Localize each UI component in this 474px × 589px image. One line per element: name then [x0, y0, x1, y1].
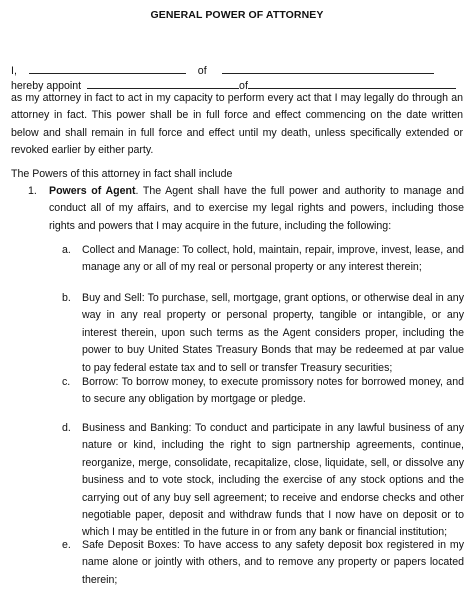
item-heading: Powers of Agent: [49, 185, 136, 197]
subitem-letter: d.: [62, 422, 71, 434]
subitem-letter: a.: [62, 244, 71, 256]
item-body: . The Agent shall have the full power and authority to manage and conduct all of my affairs, and to exercise my legal rights and powers, including those rights and powers that I may acquire in the future, including the following:: [49, 185, 464, 232]
subitem-text: Safe Deposit Boxes: To have access to any safety deposit box registered in my name alone or jointly with others, and to remove any property or papers located therein;: [82, 539, 464, 586]
subitem-collect-and-manage: [62, 242, 464, 277]
principal-prefix: I,: [11, 65, 17, 77]
intro-paragraph: as my attorney in fact to act in my capacity to perform every act that I may legally do through an attorney in fact. This power shall be in full force and effect commencing on the date written below and shall remain in full force and effect until my death, unless specifically extended or revoked earlier by either party.: [11, 92, 463, 157]
agent-name-blank[interactable]: [87, 78, 239, 89]
subitem-letter: e.: [62, 539, 71, 551]
item-number: 1.: [28, 185, 37, 197]
subitem-text: Collect and Manage: To collect, hold, maintain, repair, improve, invest, lease, and manage any or all of my real or personal property or any interest therein;: [82, 244, 464, 274]
agent-of-label: of: [239, 80, 248, 92]
principal-address-blank[interactable]: [222, 63, 434, 74]
powers-heading: The Powers of this attorney in fact shall include: [11, 168, 233, 180]
subitem-borrow: [62, 374, 464, 409]
principal-line: [11, 63, 434, 78]
subitem-letter: b.: [62, 292, 71, 304]
list-item-powers-of-agent: [28, 183, 464, 235]
subitem-safe-deposit-boxes: [62, 537, 464, 589]
document-title: GENERAL POWER OF ATTORNEY: [150, 9, 324, 21]
subitem-text: Borrow: To borrow money, to execute promissory notes for borrowed money, and to secure any obligation by mortgage or pledge.: [82, 376, 464, 406]
subitem-business-and-banking: [62, 420, 464, 542]
principal-of-label: of: [197, 65, 207, 77]
subitem-buy-and-sell: [62, 290, 464, 377]
subitem-text: Business and Banking: To conduct and participate in any lawful business of any nature or kind, including the right to sign partnership agreements, continue, reorganize, merge, consolidate, recapitalize, close, liquidate, sell, or dissolve any business and to vote stock, including the exercise of any stock options and the carrying out of any buy sell agreement; to receive and endorse checks and other negotiable paper, deposit and withdraw funds that I now have on deposit or to which I may be entitled in the future in or from any bank or financial institution;: [82, 422, 464, 539]
agent-address-blank[interactable]: [248, 78, 456, 89]
subitem-text: Buy and Sell: To purchase, sell, mortgage, grant options, or otherwise deal in any way in any real property or personal property, tangible or intangible, or any interest therein, upon such terms as the Agent considers proper, including the power to buy United States Treasury Bonds that may be redeemed at par value to pay federal estate tax and to sell or transfer Treasury securities;: [82, 292, 464, 374]
subitem-letter: c.: [62, 376, 71, 388]
agent-prefix: hereby appoint: [11, 80, 82, 92]
principal-name-blank[interactable]: [29, 63, 186, 74]
item-text: [49, 183, 464, 235]
